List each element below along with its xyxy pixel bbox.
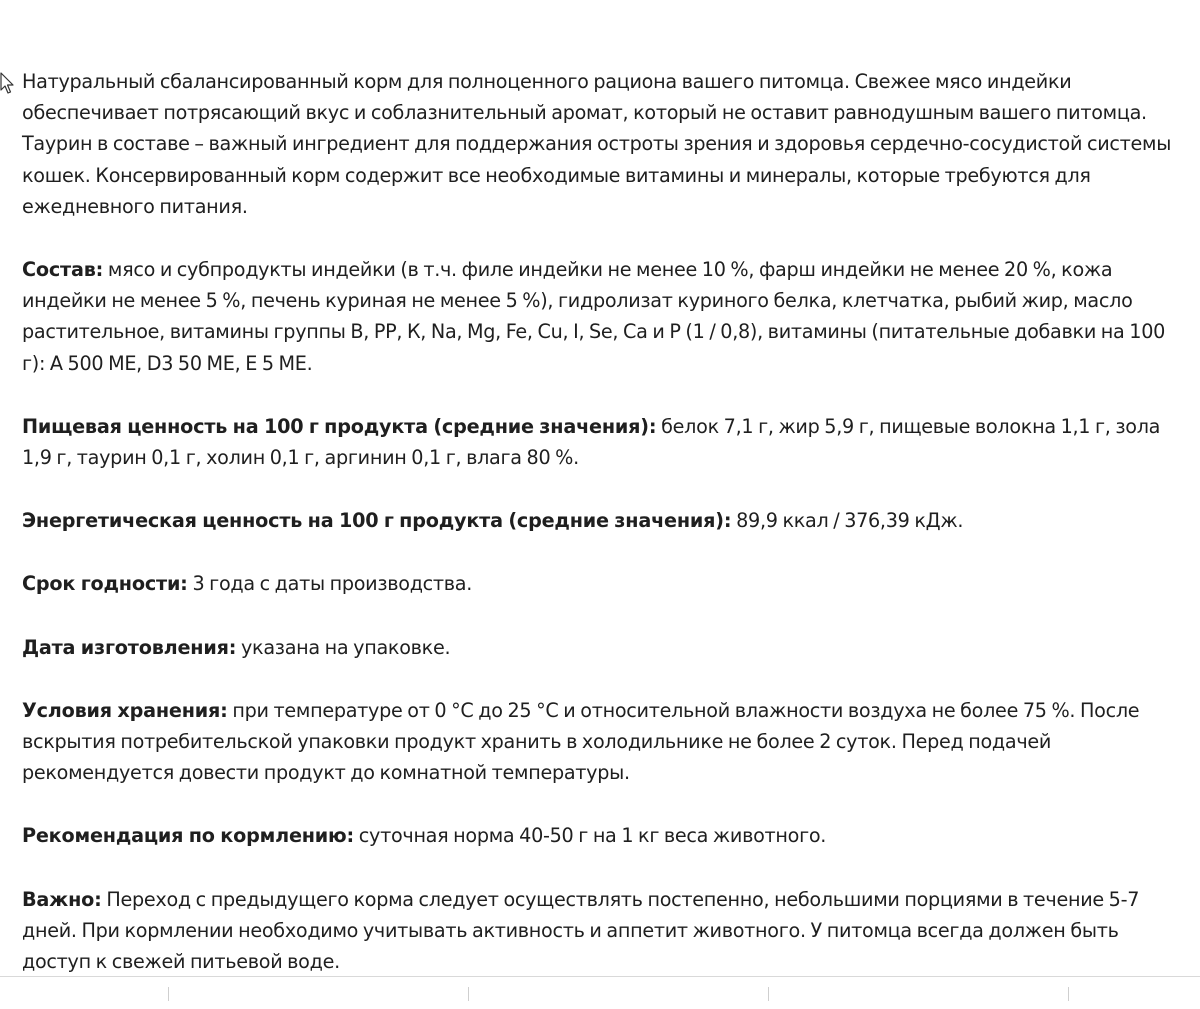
important-paragraph [22,884,1182,978]
storage-text: при температуре от 0 °С до 25 °С и относительной влажности воздуха не более 75 %. После вскрытия потребительской упаковки продукт хранить в холодильнике не более 2 суток. Перед подачей рекомендуется довести продукт до комнатной температуры. [22,698,1140,785]
feeding-label: Рекомендация по кормлению: [22,824,354,848]
manufacture-date-text: указана на упаковке. [236,635,451,659]
nutrition-text: белок 7,1 г, жир 5,9 г, пищевые волокна 1,1 г, зола 1,9 г, таурин 0,1 г, холин 0,1 г, аргинин 0,1 г, влага 80 %. [22,414,1161,470]
important-text: Переход с предыдущего корма следует осуществлять постепенно, небольшими порциями в течение 5-7 дней. При кормлении необходимо учитывать активность и аппетит животного. У питомца всегда должен быть доступ к свежей питьевой воде. [22,887,1140,974]
feeding-text: суточная норма 40-50 г на 1 кг веса животного. [353,824,827,848]
divider-tick [468,987,469,1001]
mouse-pointer-icon [0,72,16,96]
intro-paragraph: Натуральный сбалансированный корм для полноценного рациона вашего питомца. Свежее мясо индейки обеспечивает потрясающий вкус и соблазнительный аромат, который не оставит равнодушным вашего питомца. Таурин в составе – важный ингредиент для поддержания остроты зрения и здоровья сердечно-сосудистой системы кошек. Консервированный корм содержит все необходимые витамины и минералы, которые требуются для ежедневного питания. [22,70,1172,218]
feeding-paragraph [22,820,1182,851]
composition-text: мясо и субпродукты индейки (в т.ч. филе индейки не менее 10 %, фарш индейки не менее 20 %, кожа индейки не менее 5 %, печень куриная не менее 5 %), гидролизат куриного белка, клетчатка, рыбий жир, масло растительное, витамины группы В, РР, К, Na, Mg, Fe, Cu, I, Se, Ca и Р (1 / 0,8), витамины (питательные добавки на 100 г): А 500 МЕ, D3 50 МЕ, Е 5 МЕ. [22,258,1166,375]
manufacture-date-label: Дата изготовления: [22,635,237,659]
shelf-life-label: Срок годности: [22,572,188,596]
storage-label: Условия хранения: [22,698,228,722]
nutrition-label: Пищевая ценность на 100 г продукта (средние значения): [22,414,657,438]
divider-tick [1068,987,1069,1001]
storage-paragraph [22,695,1182,789]
shelf-life-paragraph [22,568,1182,599]
manufacture-date-paragraph [22,632,1182,663]
energy-label: Энергетическая ценность на 100 г продукта (средние значения): [22,509,732,533]
composition-paragraph [22,254,1182,379]
important-label: Важно: [22,887,102,911]
energy-text: 89,9 ккал / 376,39 кДж. [731,509,964,533]
divider-tick [768,987,769,1001]
energy-paragraph [22,505,1182,536]
divider-tick [168,987,169,1001]
nutrition-paragraph [22,411,1182,473]
bottom-divider-bar [0,976,1200,1001]
composition-label: Состав: [22,258,104,282]
product-description [22,66,1182,1009]
shelf-life-text: 3 года с даты производства. [187,572,473,596]
